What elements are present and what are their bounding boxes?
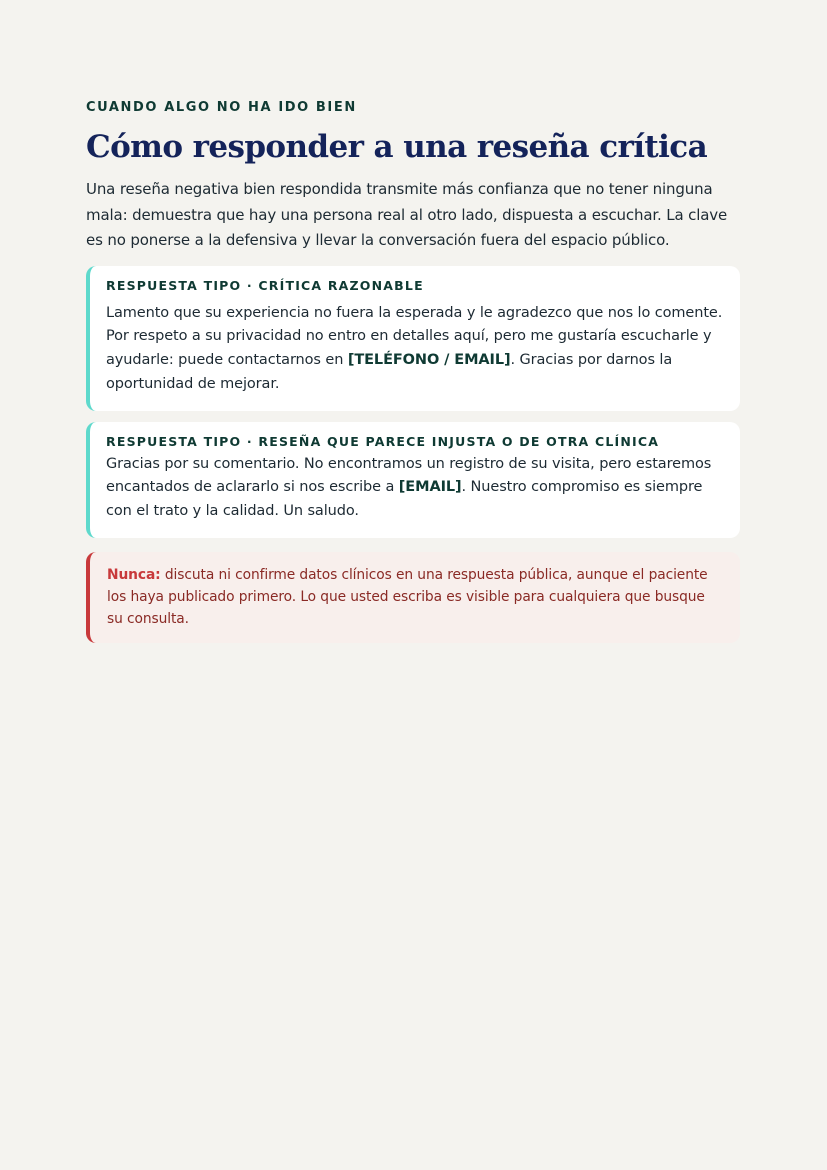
warning-text: discuta ni confirme datos clínicos en una respuesta pública, aunque el paciente los haya publicado primero. Lo que usted escriba es visible para cualquiera que busque su consulta. xyxy=(107,566,708,627)
response-text-after: . Nuestro compromiso es siempre con el trato y la calidad. Un saludo. xyxy=(106,479,703,519)
response-text-after: . Gracias por darnos la oportunidad de mejorar. xyxy=(106,352,673,392)
response-template-reasonable xyxy=(86,266,740,411)
response-template-unfair xyxy=(86,422,740,538)
response-template-text xyxy=(106,302,725,397)
response-text-before: Gracias por su comentario. No encontramos un registro de su visita, pero estaremos encantados de aclararlo si nos escribe a xyxy=(106,455,712,496)
email-placeholder: [EMAIL] xyxy=(398,479,462,496)
response-text-before: Lamento que su experiencia no fuera la esperada y le agradezco que nos lo comente. Por respeto a su privacidad no entro en detalles aquí, pero me gustaría escucharle y ayudarle: puede contactarnos en xyxy=(106,304,723,369)
article xyxy=(86,100,740,643)
warning-callout xyxy=(86,552,740,643)
warning-lead: Nunca: xyxy=(107,566,161,583)
response-template-text xyxy=(106,453,725,524)
intro-paragraph: Una reseña negativa bien respondida transmite más confianza que no tener ninguna mala: demuestra que hay una persona real al otro lado, dispuesta a escuchar. La clave es no ponerse a la defensiva y llevar la conversación fuera del espacio público. xyxy=(86,180,728,250)
section-eyebrow: CUANDO ALGO NO HA IDO BIEN xyxy=(86,100,357,115)
response-template-label: RESPUESTA TIPO · RESEÑA QUE PARECE INJUSTA O DE OTRA CLÍNICA xyxy=(106,433,660,449)
page-title: Cómo responder a una reseña crítica xyxy=(86,129,708,165)
contact-placeholder: [TELÉFONO / EMAIL] xyxy=(347,352,511,369)
response-template-label: RESPUESTA TIPO · CRÍTICA RAZONABLE xyxy=(106,277,424,293)
